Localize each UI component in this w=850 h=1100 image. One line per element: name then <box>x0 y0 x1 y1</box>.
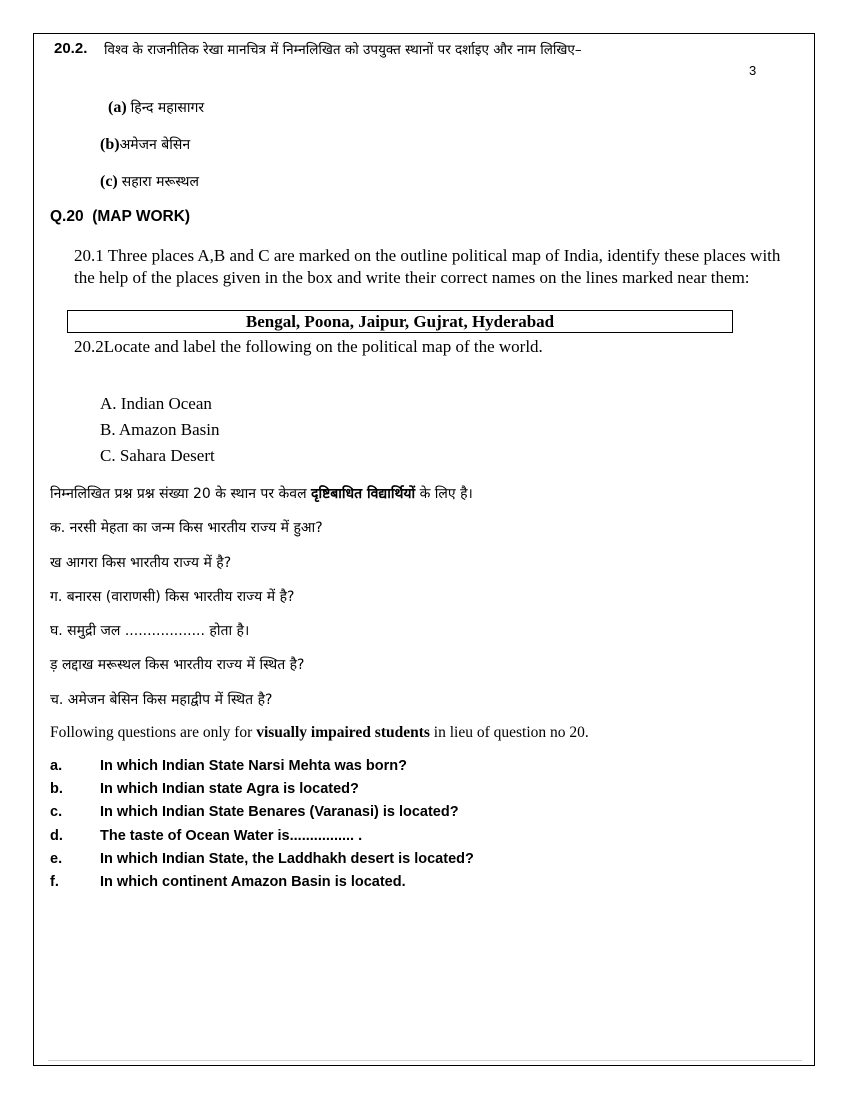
vi-hindi-question: ग. बनारस (वाराणसी) किस भारतीय राज्य में है? <box>50 589 295 605</box>
item-text: Indian Ocean <box>120 394 212 413</box>
vi-hindi-intro <box>50 484 473 503</box>
map-item-c <box>100 446 215 466</box>
item-label: (a) <box>108 99 127 116</box>
vi-english-question: In which Indian state Agra is located? <box>100 781 359 797</box>
vi-english-label: c. <box>50 804 63 820</box>
vi-hindi-question: घ. समुद्री जल .................. होता है। <box>50 623 250 639</box>
item-text: Sahara Desert <box>119 446 215 465</box>
intro-text: Following questions are only for <box>50 724 257 741</box>
vi-english-question: The taste of Ocean Water is................ . <box>100 828 363 844</box>
footer-divider <box>48 1060 802 1061</box>
intro-text: के लिए है। <box>415 486 473 502</box>
item-text: अमेजन बेसिन <box>119 137 191 153</box>
vi-english-label: f. <box>50 874 59 890</box>
question-20-2: 20.2Locate and label the following on the political map of the world. <box>74 337 543 356</box>
intro-text: in lieu of question no 20. <box>429 724 589 741</box>
vi-english-label: a. <box>50 758 63 774</box>
vi-hindi-question: ड़ लद्दाख मरूस्थल किस भारतीय राज्य में स्थित है? <box>50 657 305 673</box>
vi-english-question: In which Indian State, the Laddhakh desert is located? <box>100 851 474 867</box>
map-work-heading: Q.20 (MAP WORK) <box>50 208 191 225</box>
vi-english-label: b. <box>50 781 63 797</box>
question-20-1: 20.1 Three places A,B and C are marked on the outline political map of India, identify these places with the help of the places given in the box and write their correct names on the lines marked near them: <box>74 246 781 287</box>
page-number: 3 <box>749 63 757 78</box>
item-label: (b) <box>100 136 120 153</box>
item-label: (c) <box>100 173 118 190</box>
item-label: B. <box>100 420 116 439</box>
vi-english-question: In which Indian State Benares (Varanasi) is located? <box>100 804 459 820</box>
item-label: A. <box>100 394 117 413</box>
intro-text: निम्नलिखित प्रश्न प्रश्न संख्या 20 के स्थान पर केवल <box>50 486 312 502</box>
vi-english-label: d. <box>50 828 63 844</box>
question-number-20-2-hindi: 20.2. <box>54 40 88 57</box>
places-box: Bengal, Poona, Jaipur, Gujrat, Hyderabad <box>67 310 733 333</box>
intro-bold: दृष्टिबाधित विद्यार्थियों <box>311 486 416 502</box>
intro-bold: visually impaired students <box>256 724 430 741</box>
map-item-b <box>100 420 219 440</box>
hindi-item-a <box>108 98 204 117</box>
hindi-instruction: विश्व के राजनीतिक रेखा मानचित्र में निम्नलिखित को उपयुक्त स्थानों पर दर्शाइए और नाम लिखिए– <box>104 42 582 58</box>
vi-hindi-question: क. नरसी मेहता का जन्म किस भारतीय राज्य में हुआ? <box>50 520 323 536</box>
hindi-item-b <box>100 135 190 154</box>
vi-hindi-question: च. अमेजन बेसिन किस महाद्वीप में स्थित है? <box>50 692 273 708</box>
item-label: C. <box>100 446 116 465</box>
vi-english-label: e. <box>50 851 63 867</box>
item-text: हिन्द महासागर <box>130 100 205 116</box>
hindi-item-c <box>100 172 199 191</box>
item-text: Amazon Basin <box>118 420 220 439</box>
item-text: सहारा मरूस्थल <box>121 174 199 190</box>
vi-english-question: In which continent Amazon Basin is located. <box>100 874 406 890</box>
vi-english-question: In which Indian State Narsi Mehta was born? <box>100 758 407 774</box>
vi-english-intro <box>50 724 589 742</box>
map-item-a <box>100 394 212 414</box>
vi-hindi-question: ख आगरा किस भारतीय राज्य में है? <box>50 555 232 571</box>
